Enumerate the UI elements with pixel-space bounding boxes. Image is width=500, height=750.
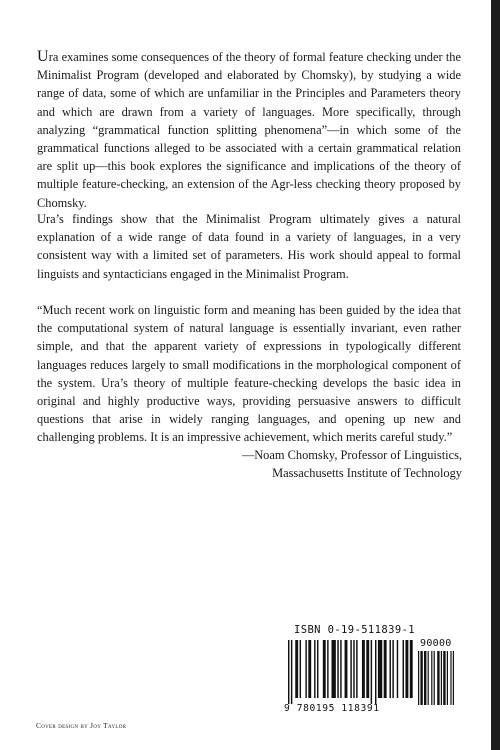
addon-barcode-bars [418, 651, 454, 705]
barcode-bar [362, 640, 365, 698]
barcode-bar [371, 640, 372, 704]
barcode-bar [308, 640, 311, 698]
description-paragraph-2: Ura’s findings show that the Minimalist Program ultimately gives a natural explanation of a wide range of data found in a variety of languages, in a very consistent way with a limited set of parameters. His work should appeal to formal linguists and syntacticians engaged in the Minimalist Program. [37, 212, 461, 281]
barcode-bar [300, 640, 301, 698]
barcode-bar [375, 640, 376, 704]
barcode-bar [434, 651, 435, 705]
barcode-bar [366, 640, 369, 698]
barcode-bar [337, 640, 338, 698]
barcode-bar [378, 640, 382, 698]
description-paragraph-1 [37, 48, 461, 212]
barcode-bar [405, 640, 408, 698]
price-addon-number: 90000 [420, 638, 452, 649]
barcode-bar [288, 640, 289, 704]
barcode-bar [447, 651, 448, 705]
barcode-bar [453, 651, 454, 705]
barcode-bar [353, 640, 354, 698]
spine-edge [491, 0, 500, 750]
barcode-bar [317, 640, 318, 698]
barcode-bar [431, 651, 432, 705]
barcode-bar [323, 640, 326, 698]
barcode-bar [305, 640, 306, 698]
isbn-number: ISBN 0-19-511839-1 [294, 624, 415, 636]
barcode-bar [443, 651, 445, 705]
barcode-bar [420, 651, 422, 705]
barcode-bar [441, 651, 442, 705]
barcode-bar [332, 640, 336, 698]
ean-number: 9 780195 118391 [284, 703, 380, 714]
ean-barcode-bars [288, 640, 414, 704]
barcode-bar [340, 640, 341, 698]
barcode-bar [384, 640, 387, 698]
barcode-bar [350, 640, 351, 698]
barcode-bar [345, 640, 348, 698]
barcode-bar [295, 640, 298, 698]
barcode-bar [428, 651, 429, 705]
endorsement-attribution-affiliation: Massachusetts Institute of Technology [272, 466, 462, 480]
barcode-bar [291, 640, 292, 704]
barcode-bar [390, 640, 391, 698]
description-paragraph-1-text: ra examines some consequences of the theory of formal feature checking under the Minimalist Program (developed and elaborated by Chomsky), by studying a wide range of data, some of which are unfamiliar in the Principles and Parameters theory and which are drawn from a variety of languages. More specifically, through analyzing “grammatical function splitting phenomena”—in which some of the grammatical functions alleged to be associated with a certain grammatical relation are split up—this book explores the significance and implications of the theory of multiple feature-checking, an extension of the Agr-less checking theory proposed by Chomsky. [37, 50, 461, 210]
barcode-bar [314, 640, 315, 698]
barcode-bar [424, 651, 426, 705]
barcode-bar [410, 640, 413, 698]
barcode-bar [392, 640, 393, 698]
barcode-bar [437, 651, 439, 705]
barcode-bar [356, 640, 357, 698]
barcode-bar [418, 651, 419, 705]
cover-design-credit: Cover design by Joy Taylor [36, 721, 127, 730]
barcode-bar [403, 640, 404, 698]
barcode-bar [327, 640, 328, 698]
barcode-bar [450, 651, 451, 705]
paragraph-initial: U [37, 48, 49, 65]
endorsement-attribution-name: —Noam Chomsky, Professor of Linguistics, [241, 448, 462, 462]
isbn-barcode [282, 624, 460, 720]
endorsement-quote: “Much recent work on linguistic form and meaning has been guided by the idea that the computational system of natural language is essentially invariant, even rather simple, and that the apparent variety of expressions in typologically different languages reduces largely to small modifications in the morphological component of the system. Ura’s theory of multiple feature-checking develops the basic idea in original and highly productive ways, providing persuasive answers to difficult questions that arise in widely ranging languages, and opening up new and challenging problems. It is an impressive achievement, which merits careful study.” [37, 303, 461, 445]
barcode-bar [397, 640, 398, 698]
